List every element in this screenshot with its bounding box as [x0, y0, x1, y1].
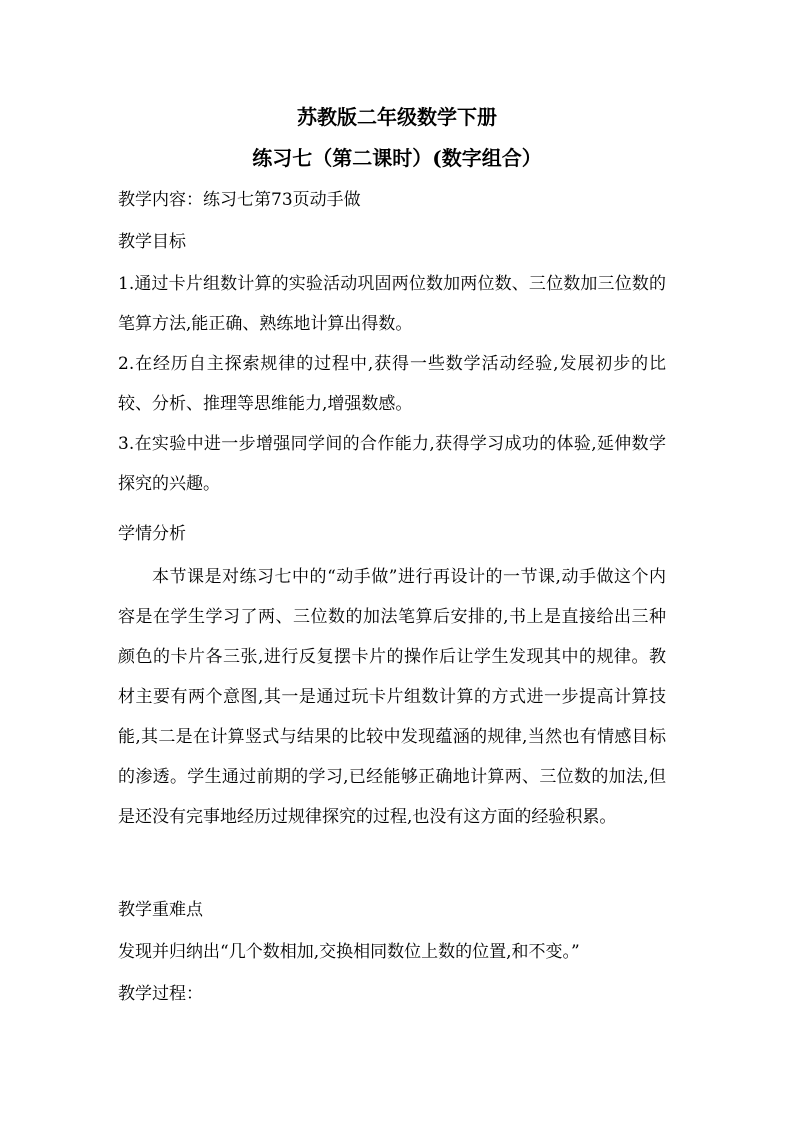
key-points-heading: 教学重难点 [118, 900, 203, 920]
teaching-content-line: 教学内容：练习七第73页动手做 [118, 190, 361, 210]
process-heading: 教学过程： [118, 984, 203, 1004]
document-subtitle: 练习七（第二课时）(数字组合） [252, 146, 542, 170]
goals-heading: 教学目标 [118, 232, 186, 252]
document-title: 苏教版二年级数学下册 [297, 105, 497, 129]
analysis-paragraph: 本节课是对练习七中的“动手做”进行再设计的一节课,动手做这个内容是在学生学习了两、三位数的加法笔算后安排的,书上是直接给出三种颜色的卡片各三张,进行反复摆卡片的操作后让学生发现其中的规律。教材主要有两个意图,其一是通过玩卡片组数计算的方式进一步提高计算技能,其二是在计算竖式与结果的比较中发现蕴涵的规律,当然也有情感目标的渗透。学生通过前期的学习,已经能够正确地计算两、三位数的加法,但是还没有完事地经历过规律探究的过程,也没有这方面的经验积累。 [118, 567, 666, 827]
key-points-text: 发现并归纳出“几个数相加,交换相同数位上数的位置,和不变。” [118, 942, 580, 962]
goal-item-2: 2.在经历自主探索规律的过程中,获得一些数学活动经验,发展初步的比较、分析、推理等思维能力,增强数感。 [118, 354, 666, 414]
analysis-heading: 学情分析 [118, 524, 186, 544]
goal-item-1: 1.通过卡片组数计算的实验活动巩固两位数加两位数、三位数加三位数的笔算方法,能正确、熟练地计算出得数。 [118, 274, 666, 334]
goal-item-3: 3.在实验中进一步增强同学间的合作能力,获得学习成功的体验,延伸数学探究的兴趣。 [118, 434, 666, 494]
